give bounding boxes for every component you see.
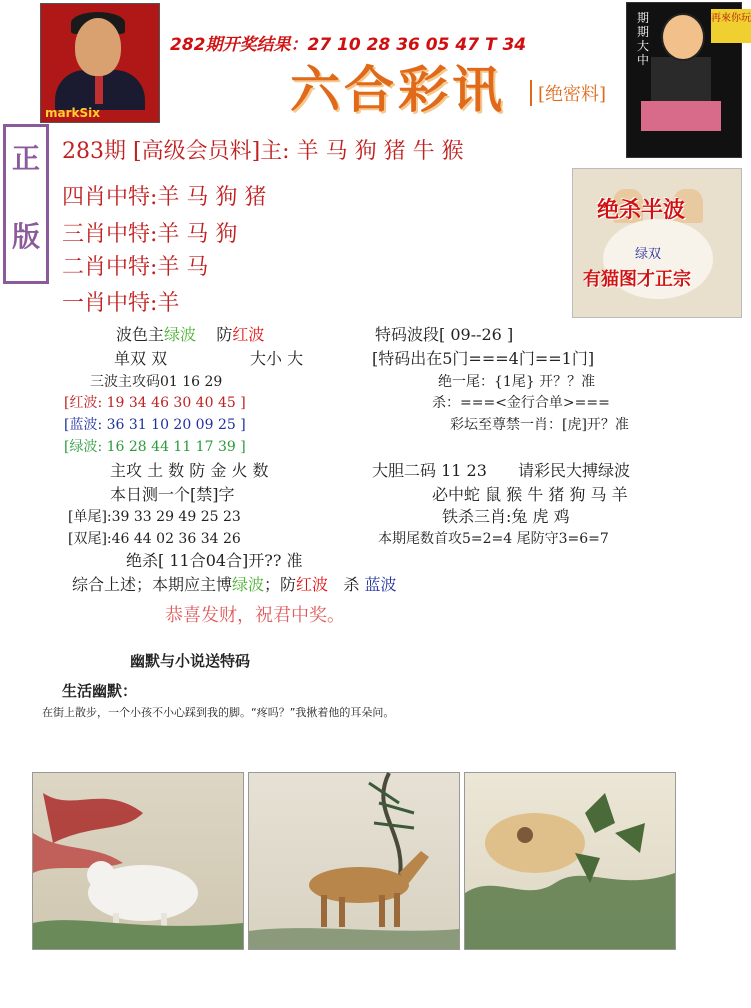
three-label: 三肖中特:	[62, 222, 158, 247]
must-hit-zodiacs: 必中蛇 鼠 猴 牛 猪 狗 马 羊	[432, 485, 628, 504]
kill-one-tail: 绝一尾：{1尾} 开？？准	[438, 374, 596, 390]
summary-mid: ；防	[264, 575, 297, 594]
four-label: 四肖中特:	[62, 185, 158, 210]
dog-painting-icon	[464, 772, 676, 950]
main-wave-label: 波色主	[116, 325, 165, 344]
horse-painting-icon	[248, 772, 460, 950]
big-small: 大小 大	[250, 349, 304, 368]
kill-element: 杀：===<金行合单>===	[432, 395, 610, 411]
one-zodiacs: 羊	[157, 291, 180, 316]
absolute-kill: 绝杀[ 11合04合]开?? 准	[126, 551, 303, 570]
one-zodiac-line	[62, 286, 179, 317]
guard-wave-label: 防	[216, 325, 233, 344]
even-tail-line: [双尾]:46 44 02 36 34 26	[68, 531, 241, 547]
main-wave: 绿波	[164, 325, 197, 344]
four-zodiac-line	[62, 180, 266, 211]
humor-story: 在街上散步，一个小孩不小心踩到我的脚。“疼吗？”我揪着他的耳朵问。	[42, 706, 395, 719]
wave-color-line	[116, 322, 264, 345]
summary-line	[72, 572, 396, 595]
host-photo	[40, 3, 160, 123]
cat-panel	[572, 168, 742, 318]
odd-even: 单双 双	[114, 349, 168, 368]
vip-line	[62, 134, 464, 165]
green-wave-line: [绿波: 16 28 44 11 17 39 ]	[64, 439, 246, 455]
cat-panel-caption: 有猫图才正宗	[583, 269, 691, 290]
authentic-badge	[3, 124, 49, 284]
cartoon-caption: 期期大中	[637, 11, 650, 67]
two-zodiac-line	[62, 250, 208, 281]
one-label: 一肖中特:	[62, 291, 158, 316]
summary-red: 红波	[296, 575, 329, 594]
cat-panel-title: 绝杀半波	[597, 197, 686, 223]
humor-title: 幽默与小说送特码	[130, 652, 251, 670]
player-advice: 请彩民大搏绿波	[518, 461, 631, 480]
tail-number-line: 本期尾数首攻5=2=4 尾防守3=6=7	[378, 531, 609, 547]
badge-char-1: 正	[11, 142, 40, 175]
banned-zodiac: 彩坛至尊禁一肖：[虎]开？准	[450, 417, 629, 433]
cat-panel-value: 绿双	[635, 247, 662, 262]
badge-char-2: 版	[11, 220, 40, 253]
vip-zodiacs: 羊 马 狗 猪 牛 猴	[296, 139, 464, 164]
four-zodiacs: 羊 马 狗 猪	[157, 185, 267, 210]
red-wave-line: [红波: 19 34 46 30 40 45 ]	[64, 395, 246, 411]
bold-two-codes: 大胆二码 11 23	[372, 461, 487, 480]
three-zodiacs: 羊 马 狗	[157, 222, 238, 247]
issue-number: 283期	[62, 139, 126, 164]
humor-subtitle: 生活幽默：	[62, 682, 138, 700]
gate-line: [特码出在5门===4门==1门]	[372, 349, 595, 368]
vip-label: [高级会员料]主:	[133, 139, 290, 164]
draw-result-headline: 282期开奖结果：27 10 28 36 05 47 T 34	[170, 35, 527, 55]
brand-title: 六合彩讯	[290, 60, 506, 119]
blue-wave-line: [蓝波: 36 31 10 20 09 25 ]	[64, 417, 246, 433]
three-wave-codes: 三波主攻码01 16 29	[90, 374, 223, 390]
summary-kill: 杀	[343, 575, 360, 594]
three-zodiac-line	[62, 217, 237, 248]
summary-prefix: 综合上述；本期应主博	[72, 575, 233, 594]
summary-green: 绿波	[232, 575, 265, 594]
congrats-line: 恭喜发财，祝君中奖。	[165, 605, 345, 626]
summary-blue: 蓝波	[364, 575, 397, 594]
tema-band: 特码波段[ 09--26 ]	[375, 325, 514, 344]
two-label: 二肖中特:	[62, 255, 158, 280]
brand-tag: [绝密料]	[530, 80, 612, 106]
daily-word: 本日测一个[禁]字	[110, 485, 235, 504]
cartoon-sign: 再來你玩	[711, 9, 751, 43]
guard-wave: 红波	[232, 325, 265, 344]
two-zodiacs: 羊 马	[157, 255, 209, 280]
main-attack-numbers: 主攻 土 数 防 金 火 数	[110, 461, 269, 480]
marksix-logo: markSix	[45, 106, 100, 120]
sheep-painting-icon	[32, 772, 244, 950]
iron-kill-zodiacs: 铁杀三肖:兔 虎 鸡	[442, 507, 570, 526]
odd-tail-line: [单尾]:39 33 29 49 25 23	[68, 509, 241, 525]
cartoon-mascot	[626, 2, 751, 158]
